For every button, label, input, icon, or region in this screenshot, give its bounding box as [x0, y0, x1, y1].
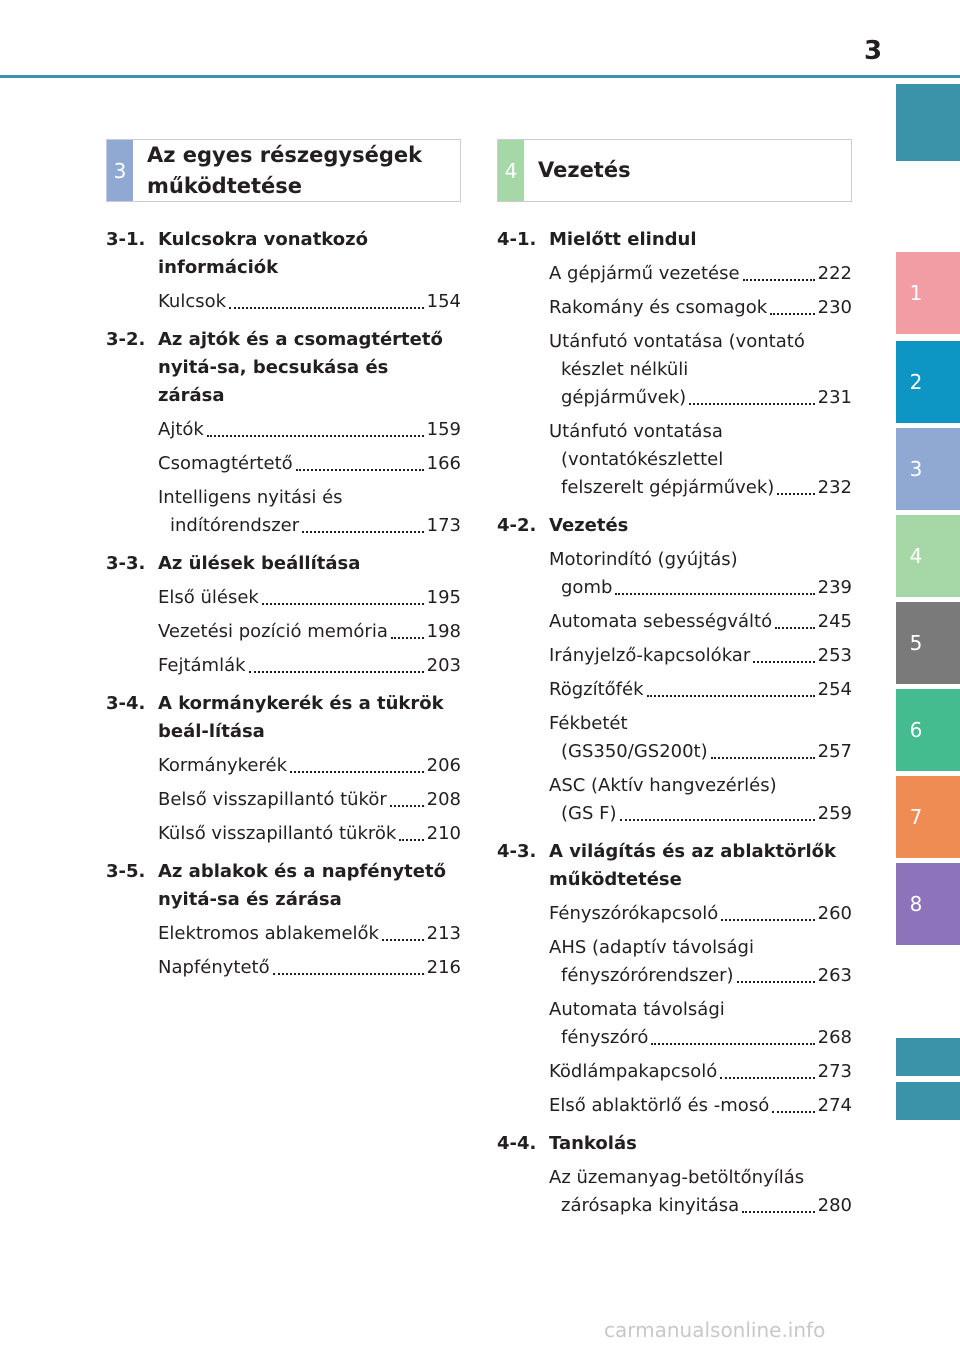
section-label: A világítás és az ablaktörlők működtetése [549, 841, 836, 890]
entry-text [549, 418, 852, 502]
chapter-tab-blank[interactable] [896, 1082, 960, 1120]
entry-last-line [158, 786, 461, 814]
section-title[interactable] [497, 226, 852, 254]
page-ref[interactable]: 203 [426, 655, 461, 676]
entry-label: Ködlámpakapcsoló [549, 1061, 718, 1082]
leader-dots [775, 627, 815, 629]
toc-entry[interactable] [549, 676, 852, 704]
leader-dots [770, 313, 814, 315]
leader-dots [302, 531, 424, 533]
entry-last-line [549, 608, 852, 636]
page-ref[interactable]: 280 [817, 1195, 852, 1216]
entry-text [549, 1092, 852, 1120]
page-ref[interactable]: 154 [426, 291, 461, 312]
entry-last-line [158, 652, 461, 680]
page-ref[interactable]: 195 [426, 587, 461, 608]
page-ref[interactable]: 206 [426, 755, 461, 776]
section-label: Kulcsokra vonatkozó információk [158, 229, 368, 278]
section-number: 3-1. [106, 229, 146, 250]
entry-text [549, 900, 852, 928]
entry-label: fényszórórendszer) [561, 965, 734, 986]
chapter-header-3 [106, 139, 461, 202]
leader-dots [249, 671, 424, 673]
entry-label: Rögzítőfék [549, 679, 644, 700]
entry-text [158, 954, 461, 982]
entry-last-line [158, 920, 461, 948]
section-title[interactable] [106, 226, 461, 282]
entry-text [158, 820, 461, 848]
entry-text [549, 676, 852, 704]
leader-dots [296, 469, 424, 471]
section-title[interactable] [106, 858, 461, 914]
toc-column-4 [497, 139, 852, 1230]
chapter-tab-5[interactable]: 5 [896, 602, 960, 684]
page-ref[interactable]: 273 [817, 1061, 852, 1082]
entry-label: zárósapka kinyitása [561, 1195, 740, 1216]
toc-section [106, 326, 461, 540]
chapter-tab-7[interactable]: 7 [896, 776, 960, 858]
toc-section [497, 512, 852, 828]
entry-label: Fényszórókapcsoló [549, 903, 719, 924]
leader-dots [615, 593, 814, 595]
leader-dots [689, 403, 814, 405]
toc-section [497, 1130, 852, 1220]
entry-label: (GS350/GS200t) [561, 741, 708, 762]
toc-entry[interactable] [549, 1164, 852, 1220]
entry-label: Rakomány és csomagok [549, 297, 768, 318]
page-ref[interactable]: 198 [426, 621, 461, 642]
entry-last-line [549, 384, 852, 412]
section-title[interactable] [106, 550, 461, 578]
chapter-tabs [896, 0, 960, 1352]
entry-line: Az üzemanyag-betöltőnyílás [549, 1167, 805, 1188]
entry-last-line [549, 1058, 852, 1086]
entry-text [158, 584, 461, 612]
toc-entry[interactable] [549, 710, 852, 766]
page-ref[interactable]: 173 [426, 515, 461, 536]
entry-label: felszerelt gépjárművek) [561, 477, 775, 498]
chapter-title: Az egyes részegységek működtetése [147, 142, 423, 198]
toc-entry[interactable] [549, 418, 852, 502]
page-ref[interactable]: 260 [817, 903, 852, 924]
page-ref[interactable]: 159 [426, 419, 461, 440]
chapter-tab-4[interactable]: 4 [896, 515, 960, 597]
entry-label: Elektromos ablakemelők [158, 923, 379, 944]
chapter-header-4 [497, 139, 852, 202]
entry-last-line [549, 642, 852, 670]
page-ref[interactable]: 216 [426, 957, 461, 978]
chapter-tab-1[interactable]: 1 [896, 252, 960, 334]
entry-line: Fékbetét [549, 713, 628, 734]
leader-dots [391, 637, 424, 639]
entry-label: Belső visszapillantó tükör [158, 789, 387, 810]
leader-dots [390, 805, 424, 807]
entry-last-line [549, 1192, 852, 1220]
toc-column-3 [106, 139, 461, 992]
entry-label: Csomagtértető [158, 453, 293, 474]
toc-entry[interactable] [158, 752, 461, 780]
top-rule [0, 75, 960, 78]
leader-dots [262, 603, 424, 605]
toc-entry[interactable] [158, 288, 461, 316]
leader-dots [273, 973, 424, 975]
page-number: 3 [864, 36, 883, 66]
entry-last-line [158, 416, 461, 444]
entry-last-line [158, 288, 461, 316]
section-title[interactable] [497, 838, 852, 894]
entry-text [549, 772, 852, 828]
entry-text [549, 328, 852, 412]
entry-text [549, 642, 852, 670]
toc-entry[interactable] [158, 786, 461, 814]
entry-text [158, 786, 461, 814]
entry-last-line [549, 1024, 852, 1052]
watermark: carmanualsonline.info [604, 1318, 826, 1342]
toc-entry[interactable] [549, 934, 852, 990]
page-ref[interactable]: 259 [817, 803, 852, 824]
section-label: Tankolás [549, 1133, 637, 1154]
toc-entry[interactable] [549, 294, 852, 322]
leader-dots [382, 939, 424, 941]
entry-label: Első ablaktörlő és -mosó [549, 1095, 770, 1116]
entry-text [549, 294, 852, 322]
entry-line: Intelligens nyitási és [158, 487, 343, 508]
entry-line: Utánfutó vontatása [549, 421, 723, 442]
section-title[interactable] [106, 690, 461, 746]
entry-text [549, 546, 852, 602]
entry-last-line [549, 260, 852, 288]
leader-dots [399, 839, 423, 841]
section-number: 3-2. [106, 329, 146, 350]
leader-dots [743, 279, 815, 281]
toc-entry[interactable] [158, 450, 461, 478]
page-ref[interactable]: 254 [817, 679, 852, 700]
section-number: 4-3. [497, 841, 537, 862]
toc-entry[interactable] [158, 618, 461, 646]
entry-text [158, 752, 461, 780]
entry-label: A gépjármű vezetése [549, 263, 740, 284]
leader-dots [620, 819, 815, 821]
entry-label: Kormánykerék [158, 755, 287, 776]
entry-line: Utánfutó vontatása (vontató [549, 331, 805, 352]
section-label: Mielőtt elindul [549, 229, 697, 250]
entry-last-line [158, 954, 461, 982]
leader-dots [721, 919, 814, 921]
chapter-tab-blank[interactable] [896, 1038, 960, 1076]
entry-text [549, 260, 852, 288]
chapter-tab-3[interactable]: 3 [896, 428, 960, 510]
page-ref[interactable]: 222 [817, 263, 852, 284]
leader-dots [777, 493, 814, 495]
page-ref[interactable]: 253 [817, 645, 852, 666]
chapter-tab-8[interactable]: 8 [896, 863, 960, 945]
page-ref[interactable]: 230 [817, 297, 852, 318]
chapter-number: 3 [107, 140, 133, 201]
entry-text [158, 450, 461, 478]
entry-label: (GS F) [561, 803, 617, 824]
section-list [106, 226, 461, 982]
entry-text [158, 652, 461, 680]
toc-entry[interactable] [549, 642, 852, 670]
page-ref[interactable]: 274 [817, 1095, 852, 1116]
toc-entry[interactable] [549, 608, 852, 636]
toc-section [106, 858, 461, 982]
entry-text [158, 920, 461, 948]
entry-text [549, 608, 852, 636]
entry-last-line [549, 294, 852, 322]
toc-section [106, 226, 461, 316]
entry-last-line [158, 618, 461, 646]
leader-dots [207, 435, 424, 437]
entry-last-line [158, 820, 461, 848]
toc-entry[interactable] [158, 484, 461, 540]
page-ref[interactable]: 268 [817, 1027, 852, 1048]
page-ref[interactable]: 257 [817, 741, 852, 762]
page-ref[interactable]: 232 [817, 477, 852, 498]
toc-entry[interactable] [549, 772, 852, 828]
entry-last-line [158, 512, 461, 540]
toc-entry[interactable] [158, 920, 461, 948]
page-ref[interactable]: 210 [426, 823, 461, 844]
entry-text [549, 996, 852, 1052]
leader-dots [651, 1043, 814, 1045]
toc-entry[interactable] [158, 584, 461, 612]
chapter-tab-6[interactable]: 6 [896, 689, 960, 771]
section-label: Vezetés [549, 515, 629, 536]
entry-label: Első ülések [158, 587, 259, 608]
entry-text [549, 710, 852, 766]
page-ref[interactable]: 208 [426, 789, 461, 810]
entry-label: Kulcsok [158, 291, 227, 312]
section-label: Az ablakok és a napfénytető nyitá-sa és zárása [158, 861, 446, 910]
leader-dots [720, 1077, 814, 1079]
entry-text [158, 416, 461, 444]
section-number: 4-4. [497, 1133, 537, 1154]
entry-text [549, 934, 852, 990]
section-number: 4-1. [497, 229, 537, 250]
page-ref[interactable]: 245 [817, 611, 852, 632]
entry-last-line [549, 574, 852, 602]
section-number: 4-2. [497, 515, 537, 536]
toc-entry[interactable] [158, 954, 461, 982]
section-title[interactable] [497, 512, 852, 540]
entry-label: Irányjelző-kapcsolókar [549, 645, 751, 666]
entry-text [158, 618, 461, 646]
entry-text [158, 288, 461, 316]
entry-line: Motorindító (gyújtás) [549, 549, 738, 570]
entry-label: Ajtók [158, 419, 204, 440]
toc-entry[interactable] [549, 328, 852, 412]
entry-last-line [158, 450, 461, 478]
toc-entry[interactable] [158, 416, 461, 444]
entry-line: AHS (adaptív távolsági [549, 937, 754, 958]
entry-last-line [158, 752, 461, 780]
entry-label: Fejtámlák [158, 655, 246, 676]
entry-label: indítórendszer [170, 515, 300, 536]
entry-last-line [549, 800, 852, 828]
entry-text [549, 1164, 852, 1220]
section-label: A kormánykerék és a tükrök beál-lítása [158, 693, 444, 742]
leader-dots [742, 1211, 814, 1213]
entry-last-line [549, 900, 852, 928]
toc-entry[interactable] [549, 996, 852, 1052]
leader-dots [711, 757, 815, 759]
page-ref[interactable]: 231 [817, 387, 852, 408]
toc-entry[interactable] [549, 900, 852, 928]
toc-entry[interactable] [158, 820, 461, 848]
page-ref[interactable]: 263 [817, 965, 852, 986]
leader-dots [290, 771, 424, 773]
toc-section [106, 550, 461, 680]
chapter-title: Vezetés [538, 158, 631, 182]
page-ref[interactable]: 166 [426, 453, 461, 474]
toc-entry[interactable] [549, 1092, 852, 1120]
section-title[interactable] [497, 1130, 852, 1158]
entry-text [549, 1058, 852, 1086]
toc-entry[interactable] [549, 1058, 852, 1086]
section-number: 3-5. [106, 861, 146, 882]
leader-dots [772, 1111, 814, 1113]
entry-line: ASC (Aktív hangvezérlés) [549, 775, 777, 796]
page-ref[interactable]: 213 [426, 923, 461, 944]
entry-label: fényszóró [561, 1027, 649, 1048]
section-list [497, 226, 852, 1220]
chapter-tab-2[interactable]: 2 [896, 341, 960, 423]
leader-dots [647, 695, 815, 697]
entry-last-line [549, 738, 852, 766]
section-number: 3-3. [106, 553, 146, 574]
chapter-number: 4 [498, 140, 524, 201]
entry-label: gomb [561, 577, 613, 598]
entry-text [158, 484, 461, 540]
entry-line: készlet nélküli [561, 359, 689, 380]
toc-entry[interactable] [549, 260, 852, 288]
section-label: Az ülések beállítása [158, 553, 361, 574]
section-label: Az ajtók és a csomagtértető nyitá-sa, becsukása és zárása [158, 329, 443, 406]
leader-dots [753, 661, 814, 663]
toc-section [106, 690, 461, 848]
entry-label: Automata sebességváltó [549, 611, 773, 632]
toc-entry[interactable] [549, 546, 852, 602]
entry-last-line [549, 474, 852, 502]
entry-line: (vontatókészlettel [561, 449, 724, 470]
entry-last-line [549, 962, 852, 990]
entry-label: Külső visszapillantó tükrök [158, 823, 397, 844]
chapter-tab-blank[interactable] [896, 84, 960, 161]
section-title[interactable] [106, 326, 461, 410]
entry-last-line [158, 584, 461, 612]
toc-section [497, 838, 852, 1120]
leader-dots [229, 307, 424, 309]
entry-label: gépjárművek) [561, 387, 687, 408]
entry-label: Vezetési pozíció memória [158, 621, 388, 642]
entry-label: Napfénytető [158, 957, 270, 978]
toc-entry[interactable] [158, 652, 461, 680]
leader-dots [737, 981, 815, 983]
toc-section [497, 226, 852, 502]
entry-line: Automata távolsági [549, 999, 725, 1020]
entry-last-line [549, 1092, 852, 1120]
page-ref[interactable]: 239 [817, 577, 852, 598]
entry-last-line [549, 676, 852, 704]
section-number: 3-4. [106, 693, 146, 714]
